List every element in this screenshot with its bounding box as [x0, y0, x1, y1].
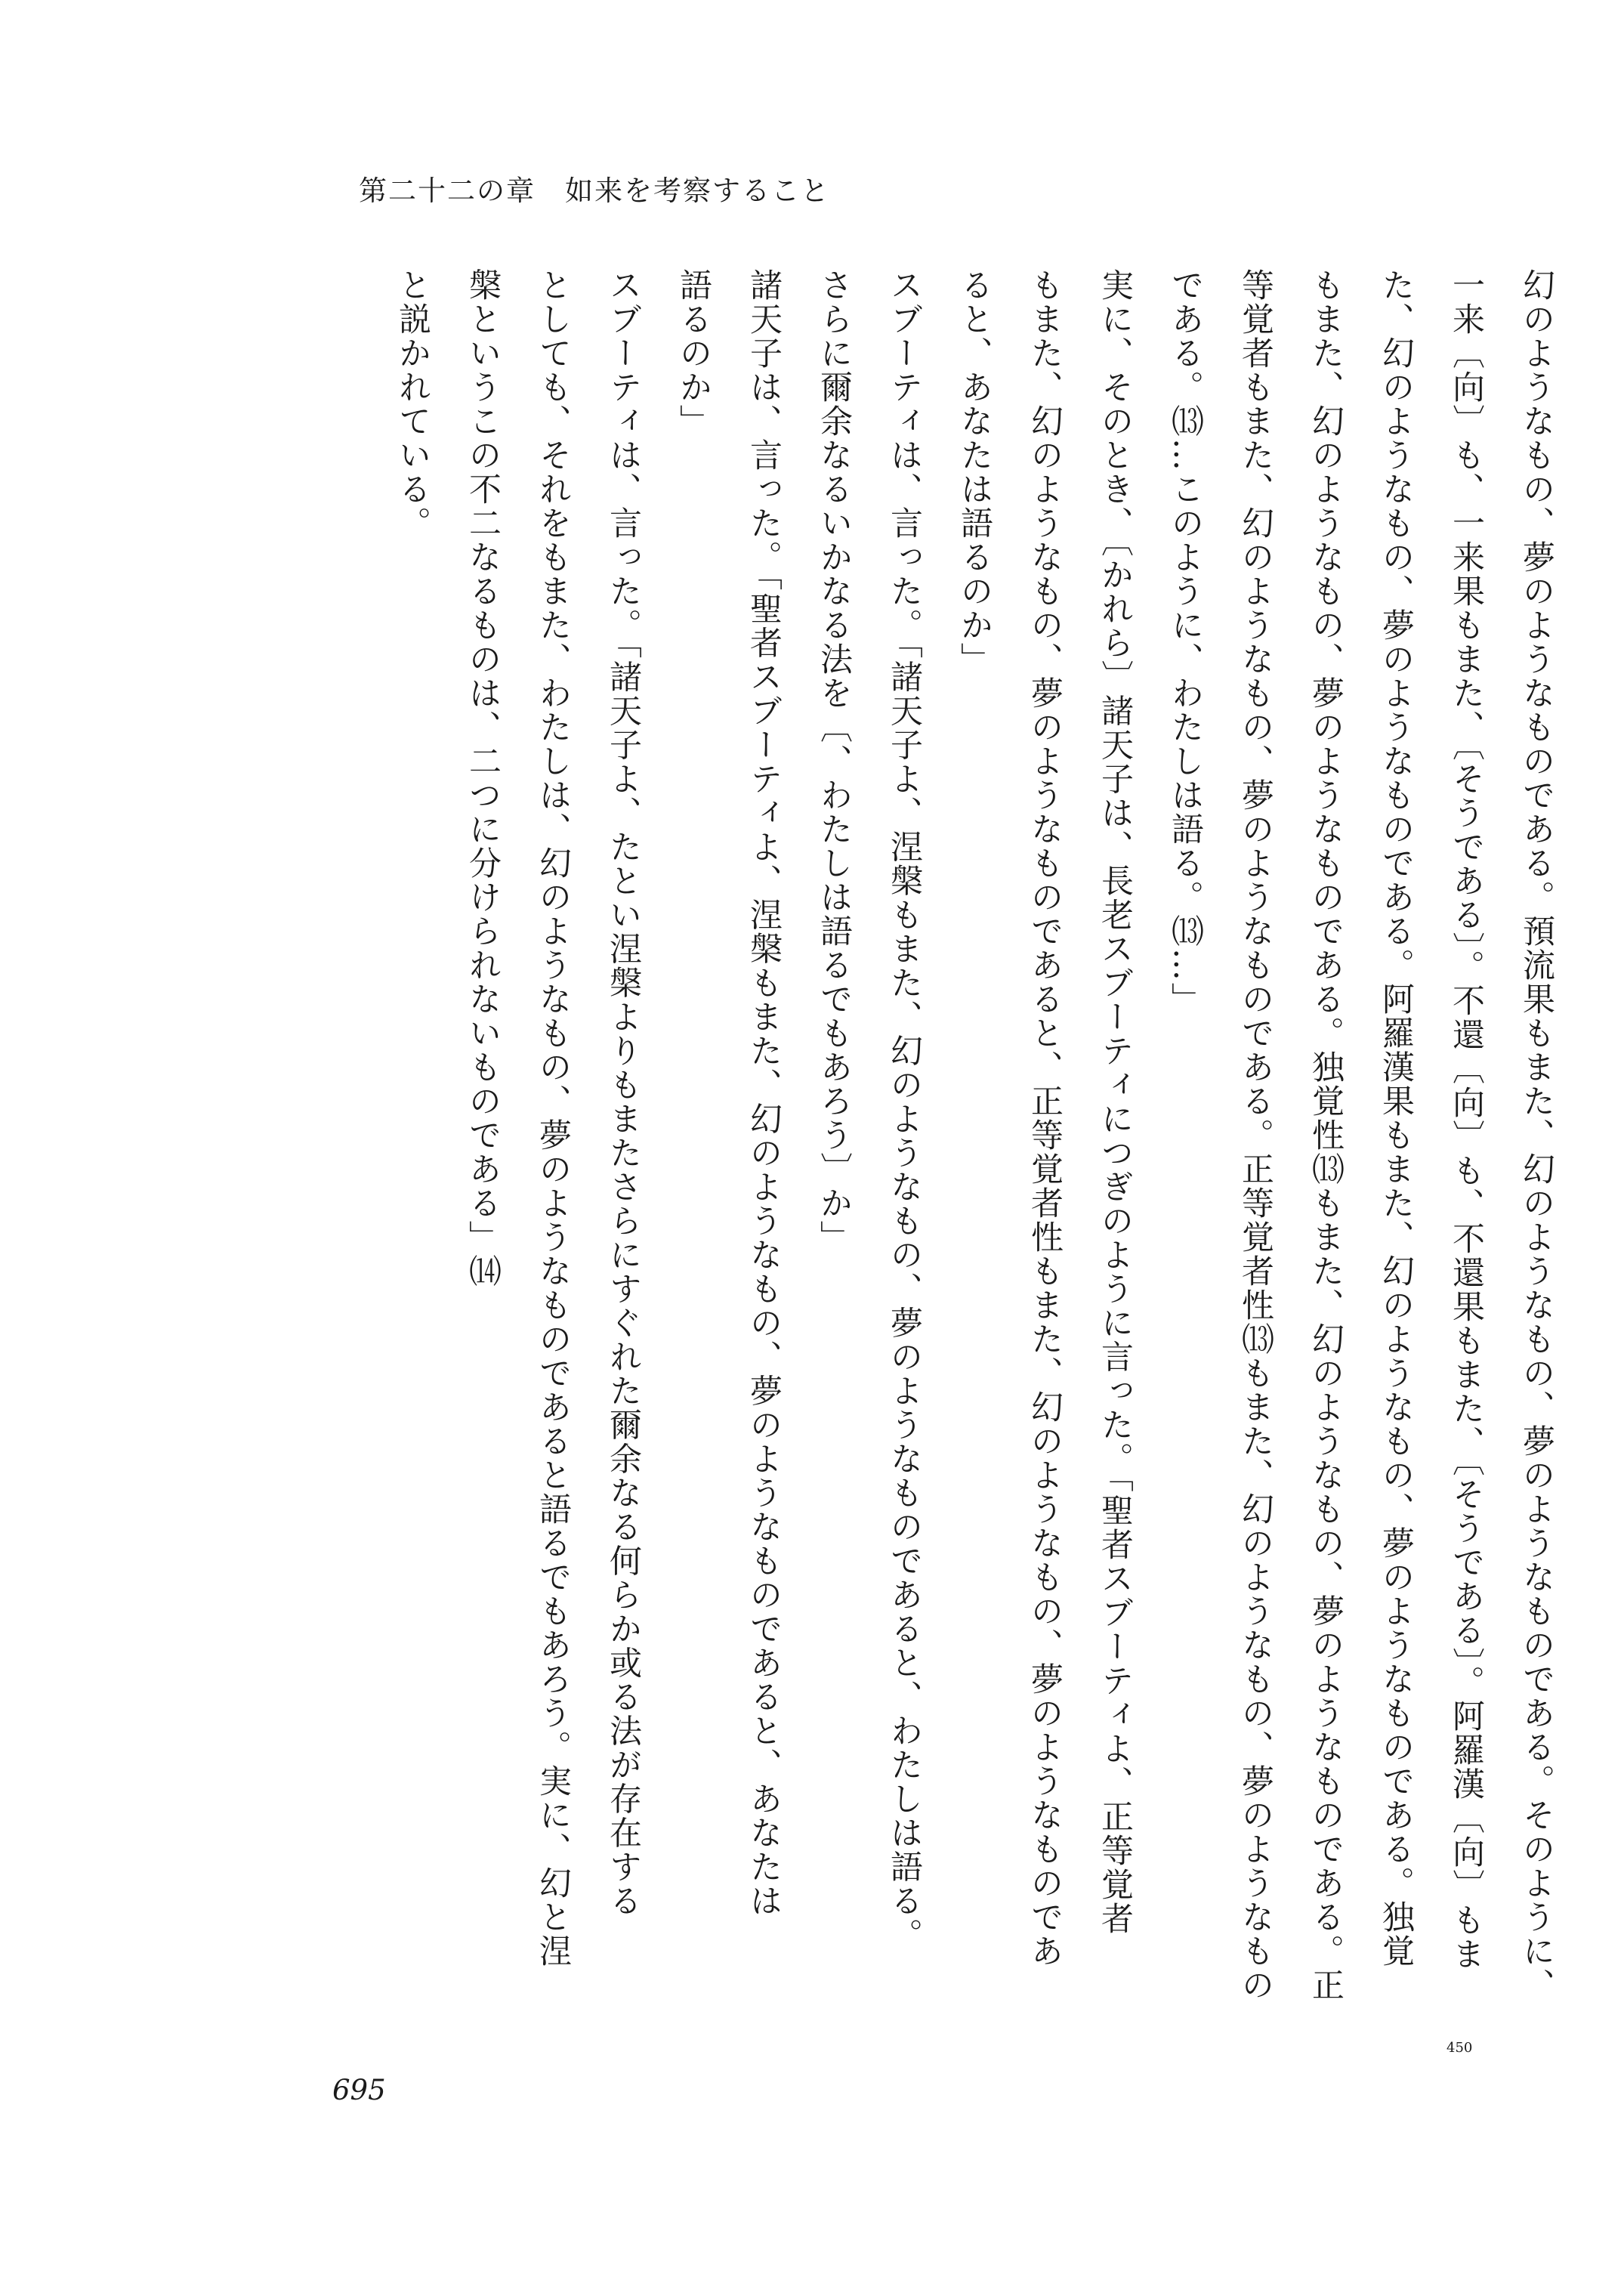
text-line: である。⒀…このように、わたしは語る。⒀…」: [1166, 268, 1204, 1016]
text-line: 実に、そのとき、〔かれら〕諸天子は、長老スブーティにつぎのように言った。「聖者スブーティよ、正等覚者: [1096, 268, 1134, 1936]
text-line: 語るのか」: [675, 268, 712, 438]
text-line: 幻のようなもの、夢のようなものである。預流果もまた、幻のようなもの、夢のようなものである。そのように、: [1517, 268, 1555, 2002]
text-line: た、幻のようなもの、夢のようなものである。阿羅漢果もまた、幻のようなもの、夢のようなものである。独覚: [1377, 268, 1415, 1968]
text-line: さらに爾余なるいかなる法を〔、わたしは語るでもあろう〕か」: [815, 268, 853, 1254]
text-line: スブーティは、言った。「諸天子よ、たとい涅槃よりもまたさらにすぐれた爾余なる何らか或る法が存在する: [604, 268, 642, 1918]
text-line: もまた、幻のようなもの、夢のようなものである。独覚性⒀もまた、幻のようなもの、夢のようなものである。正: [1307, 268, 1345, 2002]
text-line: 槃というこの不二なるものは、二つに分けられないものである」⒁: [464, 268, 502, 1288]
body-text: [377, 268, 1571, 2029]
text-line: スブーティは、言った。「諸天子よ、涅槃もまた、幻のようなもの、夢のようなものであると、わたしは語る。: [885, 268, 923, 1952]
margin-number: 450: [1446, 2040, 1473, 2056]
text-line: としても、それをもまた、わたしは、幻のようなもの、夢のようなものであると語るでもあろう。実に、幻と涅: [534, 268, 572, 1968]
text-line: 等覚者もまた、幻のようなもの、夢のようなものである。正等覚者性⒀もまた、幻のようなもの、夢のようなもの: [1237, 268, 1274, 2002]
text-line: もまた、幻のようなもの、夢のようなものであると、正等覚者性もまた、幻のようなもの、夢のようなものであ: [1026, 268, 1064, 1968]
text-line: と説かれている。: [394, 268, 431, 540]
text-line: ると、あなたは語るのか」: [956, 268, 993, 676]
running-head: 第二十二の章 如来を考察すること: [359, 175, 830, 207]
text-line: 諸天子は、言った。「聖者スブーティよ、涅槃もまた、幻のようなもの、夢のようなものであると、あなたは: [745, 268, 783, 1918]
text-line: 一来〔向〕も、一来果もまた、〔そうである〕。不還〔向〕も、不還果もまた、〔そうである〕。阿羅漢〔向〕もま: [1447, 268, 1485, 1971]
page-number: 695: [332, 2074, 386, 2106]
